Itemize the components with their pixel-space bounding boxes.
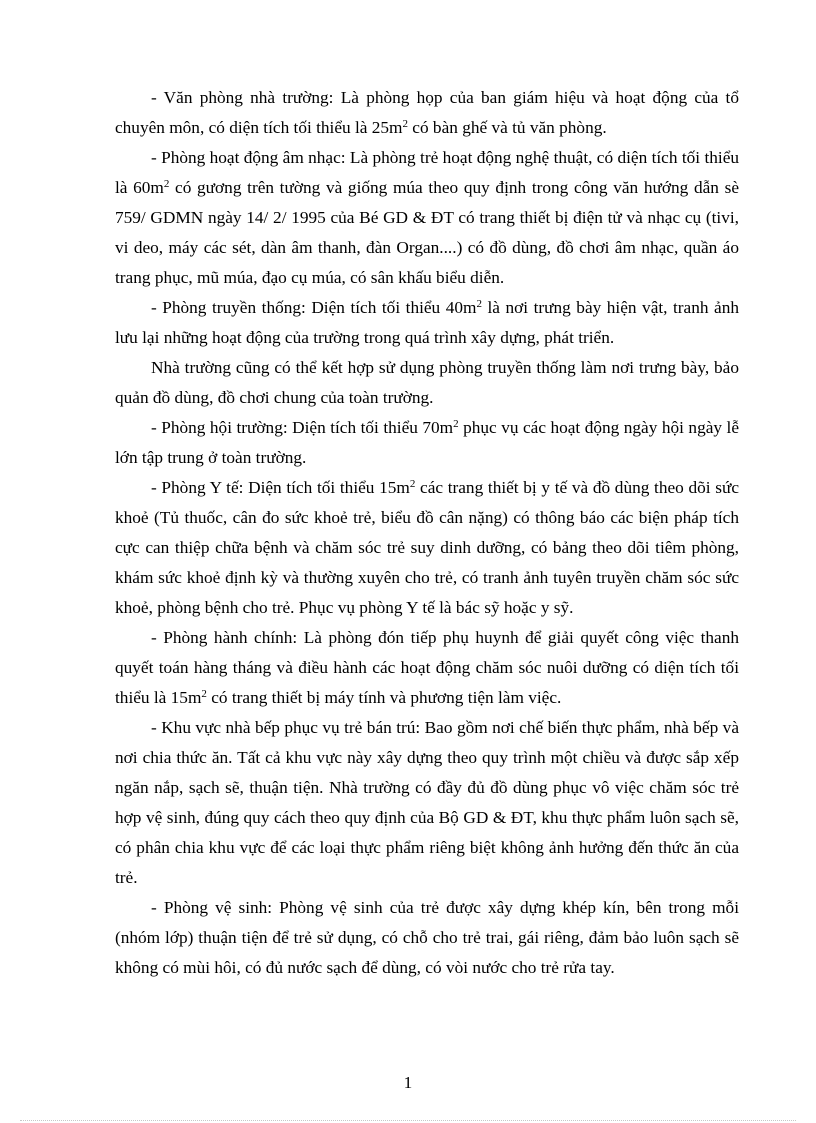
- body-text: [115, 83, 739, 983]
- page-bottom-divider: [20, 1120, 796, 1121]
- paragraph-medical-room: - Phòng Y tế: Diện tích tối thiểu $15m^2$ các trang thiết bị y tế và đồ dùng theo dõi sức khoẻ (Tủ thuốc, cân đo sức khoẻ trẻ, biểu đồ cân nặng) có thông báo các biện pháp tích cực can thiệp chữa bệnh và chăm sóc trẻ suy dinh dưỡng, có bảng theo dõi tiêm phòng, khám sức khoẻ định kỳ và thường xuyên cho trẻ, có tranh ảnh tuyên truyền chăm sóc sức khoẻ, phòng bệnh cho trẻ. Phục vụ phòng Y tế là bác sỹ hoặc y sỹ.: [115, 478, 739, 617]
- paragraph-tradition-room: - Phòng truyền thống: Diện tích tối thiểu $40m^2$ là nơi trưng bày hiện vật, tranh ảnh lưu lại những hoạt động của trường trong quá trình xây dựng, phát triển.: [115, 298, 739, 347]
- paragraph-music-room: - Phòng hoạt động âm nhạc: Là phòng trẻ hoạt động nghệ thuật, có diện tích tối thiểu là $60m^2$ có gương trên tường và giống múa theo quy định trong công văn hướng dẫn sè 759/ GDMN ngày 14/ 2/ 1995 của Bé GD & ĐT có trang thiết bị điện tử và nhạc cụ (tivi, vi deo, máy các sét, dàn âm thanh, đàn Organ....) có đồ dùng, đồ chơi âm nhạc, quần áo trang phục, mũ múa, đạo cụ múa, có sân khấu biểu diễn.: [115, 148, 740, 287]
- paragraph-kitchen: - Khu vực nhà bếp phục vụ trẻ bán trú: Bao gồm nơi chế biến thực phẩm, nhà bếp và nơi chia thức ăn. Tất cả khu vực này xây dựng theo quy trình một chiều và được sắp xếp ngăn nắp, sạch sẽ, thuận tiện. Nhà trường có đầy đủ đồ dùng phục vô việc chăm sóc trẻ hợp vệ sinh, đúng quy cách theo quy định của Bộ GD & ĐT, khu thực phẩm luôn sạch sẽ, có phân chia khu vực để các loại thực phẩm riêng biệt không ảnh hưởng đến thức ăn của trẻ.: [115, 718, 739, 887]
- page-number: 1: [403, 1073, 413, 1092]
- paragraph-office: - Văn phòng nhà trường: Là phòng họp của ban giám hiệu và hoạt động của tổ chuyên môn, có diện tích tối thiểu là $25m^2$ có bàn ghế và tủ văn phòng.: [115, 88, 739, 137]
- paragraph-admin-room: - Phòng hành chính: Là phòng đón tiếp phụ huynh để giải quyết công việc thanh quyết toán hàng tháng và điều hành các hoạt động chăm sóc nuôi dưỡng có diện tích tối thiểu là $15m^2$ có trang thiết bị máy tính và phương tiện làm việc.: [115, 628, 739, 707]
- paragraph-tradition-combined: Nhà trường cũng có thể kết hợp sử dụng phòng truyền thống làm nơi trưng bày, bảo quản đồ dùng, đồ chơi chung của toàn trường.: [115, 358, 739, 407]
- paragraph-hall: - Phòng hội trường: Diện tích tối thiểu $70m^2$ phục vụ các hoạt động ngày hội ngày lễ lớn tập trung ở toàn trường.: [115, 418, 739, 467]
- paragraph-restroom: - Phòng vệ sinh: Phòng vệ sinh của trẻ được xây dựng khép kín, bên trong mỗi (nhóm lớp) thuận tiện để trẻ sử dụng, có chỗ cho trẻ trai, gái riêng, đảm bảo luôn sạch sẽ không có mùi hôi, có đủ nước sạch để dùng, có vòi nước cho trẻ rửa tay.: [115, 898, 739, 977]
